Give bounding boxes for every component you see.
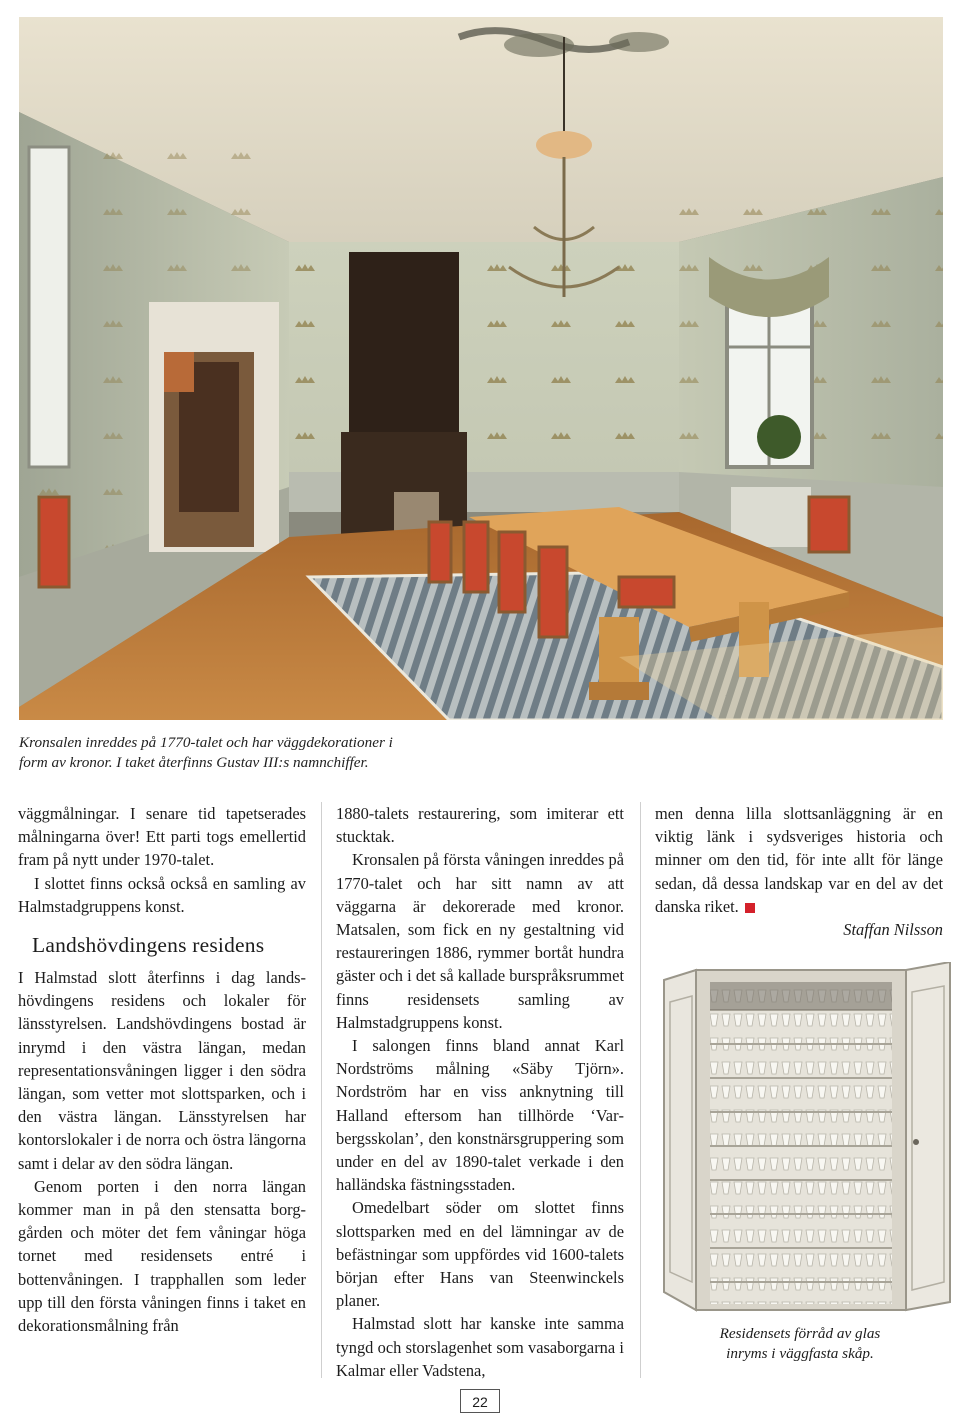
section-heading: Landshövdingens residens bbox=[32, 933, 265, 958]
paragraph: Genom porten i den norra längan kommer man in på den stensatta borggården och möter det fem våningar höga tornet med residensets entré i bottenvåningen. I trapphallen som leder upp till den första våningen finns i taket en dekorationsmålning från bbox=[18, 1176, 306, 1336]
cupboard-illustration bbox=[660, 962, 956, 1320]
page-number: 22 bbox=[460, 1389, 500, 1413]
article-column-1 bbox=[18, 802, 306, 1337]
paragraph: Halmstad slott har kanske inte samma tyngd och storslagenhet som vasaborgarna i Kalmar eller Vadstena, bbox=[336, 1314, 624, 1380]
paragraph: Omedelbart söder om slottet finns slottsparken med en del lämningar av de befästningar som uppfördes vid 1600-talets början efter Hans van Steenwinckels planer. bbox=[336, 1198, 624, 1311]
column-rule bbox=[321, 802, 322, 1378]
paragraph-text: men denna lilla slottsanläggning är en viktig länk i sydsveriges historia och minner om den tid, för inte allt för länge sedan, då dessa landskap var en del av det danska riket. bbox=[655, 804, 943, 916]
paragraph: 1880-talets restaurering, som imiterar ett stucktak. bbox=[336, 804, 624, 847]
dining-hall-photo bbox=[19, 17, 943, 720]
paragraph: I slottet finns också också en samling av Halmstadgruppens konst. bbox=[18, 873, 306, 916]
photo-caption-top: Kronsalen inreddes på 1770-talet och har väggdekorationer i form av kronor. I taket återfinns Gustav III:s namnchiffer. bbox=[19, 734, 393, 771]
end-mark-icon bbox=[745, 903, 755, 913]
paragraph: I salongen finns bland annat Karl Nordströms målning «Säby Tjörn». Nordström har en viss anknytning till Halland eftersom han tillhörde ‘Varbergsskolan’, den konstnärsgruppering som under en del av 1890-talet verkade i den halländska fästningsstaden. bbox=[336, 1036, 624, 1195]
column-rule bbox=[640, 802, 641, 1378]
article-column-2 bbox=[336, 802, 624, 1382]
paragraph: väggmålningar. I senare tid tapetserades målningarna över! Ett parti togs emellertid fram på nytt under 1970-talet. bbox=[18, 804, 306, 870]
paragraph-final bbox=[655, 802, 943, 918]
paragraph: Kronsalen på första våningen inreddes på 1770-talet och har sitt namn av att väggarna är dekorerade med kronor. Matsalen, som fick en ny gestaltning vid restaureringen 1886, rymmer bortåt hundra gäster och i det så kallade burspråksrummet finns residensets samling av Halmstadgruppens konst. bbox=[336, 850, 624, 1032]
photo-caption-bottom: Residensets förråd av glas inryms i väggfasta skåp. bbox=[719, 1325, 881, 1362]
article-column-3 bbox=[655, 802, 943, 941]
dining-hall-illustration bbox=[19, 17, 943, 720]
glass-cupboard-photo bbox=[660, 962, 956, 1320]
paragraph: I Halmstad slott återfinns i dag landshövdingens residens och lokaler för länsstyrelsen. Landshövdingens bostad är inrymd i den västra längan, medan representationsvåningen ligger i den södra längan, som vetter mot slottsparken, och i den västra längan. Länsstyrelsen har kontorslokaler i de norra och östra längorna samt i delar av den södra längan. bbox=[18, 968, 306, 1173]
author-signature: Staffan Nilsson bbox=[843, 920, 943, 940]
